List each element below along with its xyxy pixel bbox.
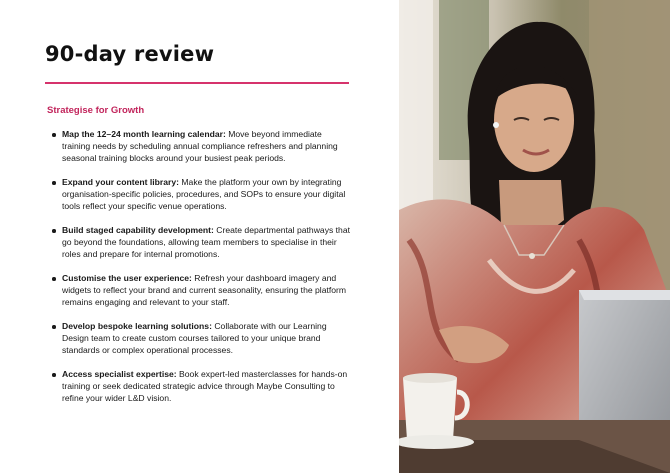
- item-heading: Expand your content library:: [62, 177, 179, 187]
- item-body: Refresh your dashboard imagery and widgets to reflect your brand and current seasonality, ensuring the platform remains engaging and relevant to your staff.: [62, 273, 347, 307]
- page-title: 90-day review: [45, 42, 215, 66]
- list-item: [52, 176, 352, 212]
- bullet-icon: [52, 277, 56, 281]
- item-body: Book expert-led masterclasses for hands-on training or seek dedicated strategic advice through Maybe Consulting to refine your wider L&D vision.: [62, 369, 348, 403]
- bullet-icon: [52, 325, 56, 329]
- list-item: [52, 128, 352, 164]
- title-divider: [45, 82, 349, 84]
- item-heading: Customise the user experience:: [62, 273, 192, 283]
- section-subheading: Strategise for Growth: [47, 105, 145, 116]
- item-body: Make the platform your own by integrating organisation-specific policies, procedures, and SOPs to ensure your digital tools reflect your specific venue operations.: [62, 177, 346, 211]
- recommendations-list: [52, 128, 352, 416]
- bullet-icon: [52, 133, 56, 137]
- list-item: [52, 368, 352, 404]
- hero-photo: [399, 0, 670, 473]
- item-body: Collaborate with our Learning Design team to create custom courses tailored to your unique brand standards or complex operational processes.: [62, 321, 327, 355]
- item-body: Move beyond immediate training needs by scheduling annual compliance refreshers and planning seasonal training blocks around your busiest peak periods.: [62, 129, 338, 163]
- list-item: [52, 224, 352, 260]
- bullet-icon: [52, 181, 56, 185]
- item-heading: Access specialist expertise:: [62, 369, 177, 379]
- item-heading: Map the 12–24 month learning calendar:: [62, 129, 226, 139]
- bullet-icon: [52, 373, 56, 377]
- list-item: [52, 272, 352, 308]
- item-heading: Build staged capability development:: [62, 225, 214, 235]
- list-item: [52, 320, 352, 356]
- item-heading: Develop bespoke learning solutions:: [62, 321, 212, 331]
- photo-illustration: [399, 0, 670, 473]
- item-body: Create departmental pathways that go beyond the foundations, allowing team members to specialise in their roles and prepare for internal promotions.: [62, 225, 351, 259]
- bullet-icon: [52, 229, 56, 233]
